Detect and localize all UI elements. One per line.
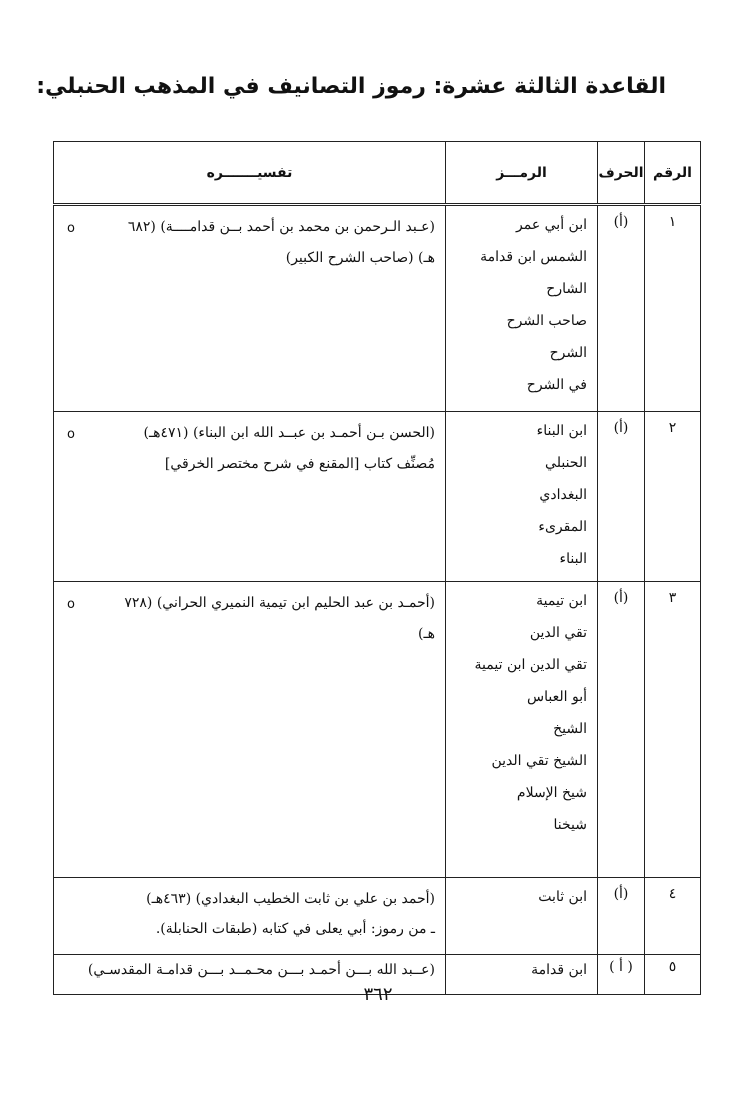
explanation-line: (عـبد الـرحمن بن محمد بن أحمد بــن قدامــــة) (٦٨٢ — [127, 219, 435, 235]
header-letter: الحرف — [598, 142, 645, 205]
bullet-icon: o — [67, 597, 75, 612]
row-number: ٣ — [645, 582, 701, 878]
explanation-line: (عــبد الله بـــن أحمـد بـــن محـمــد بـــن قدامـة المقدسـي) — [87, 962, 435, 978]
symbol-item: ابن البناء — [536, 423, 587, 439]
symbol-item: شيخ الإسلام — [516, 785, 587, 801]
row-number: ٢ — [645, 412, 701, 582]
symbol-item: البناء — [559, 551, 587, 567]
symbols-table — [53, 141, 701, 995]
row-symbols — [446, 205, 598, 412]
explanation-line: (أحمد بن علي بن ثابت الخطيب البغدادي) (٤٦٣هـ) — [146, 891, 435, 907]
explanation-line: ـ من رموز: أبي يعلى في كتابه (طبقات الحنابلة). — [155, 921, 435, 937]
symbol-item: الشيخ — [553, 721, 587, 737]
row-letter: (أ) — [598, 412, 645, 582]
table-header-row — [54, 142, 701, 205]
symbol-item: شيخنا — [553, 817, 587, 833]
row-letter: (أ) — [598, 582, 645, 878]
row-symbols — [446, 412, 598, 582]
symbol-item: الشارح — [546, 281, 587, 297]
symbol-item: تقي الدين ابن تيمية — [474, 657, 587, 673]
symbol-item: الحنبلي — [545, 455, 587, 471]
explanation-line: (الحسن بـن أحمـد بن عبــد الله ابن البناء) (٤٧١هـ) — [143, 425, 435, 441]
row-letter: (أ) — [598, 878, 645, 955]
table-row — [54, 412, 701, 582]
symbol-item: الشمس ابن قدامة — [480, 249, 587, 265]
symbol-item: ابن تيمية — [536, 593, 587, 609]
header-symbol: الرمـــز — [446, 142, 598, 205]
header-explanation: تفسيـــــــره — [54, 142, 446, 205]
row-explanation — [54, 582, 446, 878]
row-number: ٥ — [645, 955, 701, 995]
row-letter: (أ) — [598, 205, 645, 412]
symbol-item: ابن قدامة — [531, 962, 587, 978]
explanation-line: (أحمـد بن عبد الحليم ابن تيمية النميري الحراني) (٧٢٨ — [124, 595, 435, 611]
row-explanation — [54, 205, 446, 412]
table-row — [54, 582, 701, 878]
symbol-item: أبو العباس — [527, 689, 587, 705]
row-number: ١ — [645, 205, 701, 412]
table-row — [54, 878, 701, 955]
explanation-line: هـ) — [418, 626, 435, 642]
row-letter: ( أ ) — [598, 955, 645, 995]
symbol-item: المقرىء — [538, 519, 587, 535]
page-title: القاعدة الثالثة عشرة: رموز التصانيف في المذهب الحنبلي: — [36, 74, 666, 99]
symbol-item: البغدادي — [539, 487, 587, 503]
explanation-line: هـ) (صاحب الشرح الكبير) — [285, 250, 435, 266]
symbol-item: الشيخ تقي الدين — [491, 753, 587, 769]
header-number: الرقم — [645, 142, 701, 205]
row-symbols — [446, 878, 598, 955]
bullet-icon: o — [67, 221, 75, 236]
symbol-item: تقي الدين — [529, 625, 587, 641]
page-number: ٣٦٢ — [363, 984, 393, 1005]
table-row — [54, 205, 701, 412]
row-explanation — [54, 878, 446, 955]
explanation-line: مُصنِّف كتاب [المقنع في شرح مختصر الخرقي] — [164, 456, 435, 472]
symbol-item: ابن أبي عمر — [516, 217, 587, 233]
bullet-icon: o — [67, 427, 75, 442]
symbol-item: الشرح — [549, 345, 587, 361]
row-number: ٤ — [645, 878, 701, 955]
symbol-item: صاحب الشرح — [506, 313, 587, 329]
symbol-item: ابن ثابت — [538, 889, 587, 905]
row-explanation — [54, 412, 446, 582]
symbol-item: في الشرح — [526, 377, 587, 393]
row-symbols — [446, 582, 598, 878]
